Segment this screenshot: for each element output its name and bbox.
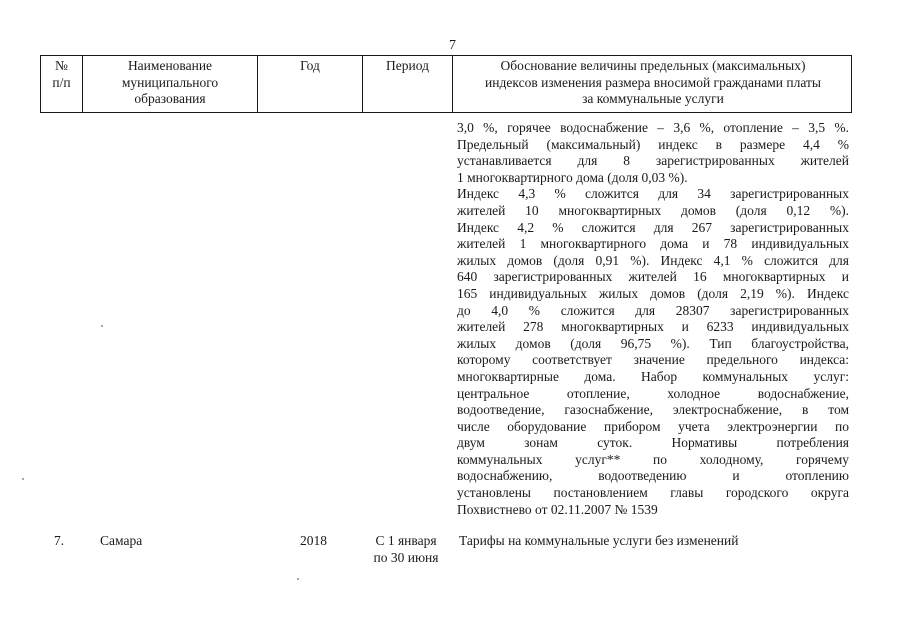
- text-line: жилых домов (доля 96,75 %). Тип благоустройства,: [457, 335, 849, 351]
- tariff-table: [40, 55, 852, 113]
- table-header: [40, 55, 852, 113]
- row-period: [365, 533, 447, 566]
- text-line: двум зонам суток. Нормативы потребления: [457, 435, 849, 451]
- municipality-name: Самара: [100, 533, 143, 548]
- text-line: до 4,0 % сложится для 28307 зарегистрированных: [457, 302, 849, 318]
- header-num: № п/п: [41, 56, 83, 112]
- period-start: С 1 января: [375, 533, 437, 548]
- text-line: 1 многоквартирного дома (доля 0,03 %).: [457, 169, 688, 185]
- row-basis: Тарифы на коммунальные услуги без изменений: [459, 533, 739, 548]
- scan-speck: [22, 478, 24, 480]
- basis-continuation: [457, 120, 849, 518]
- text-line: жителей 10 многоквартирных домов (доля 0,12 %).: [457, 202, 849, 218]
- text-line: центральное отопление, холодное водоснабжение,: [457, 385, 849, 401]
- text-line: коммунальных услуг** по холодному, горячему: [457, 451, 849, 467]
- text-line: 640 зарегистрированных жителей 16 многоквартирных и: [457, 269, 849, 285]
- header-year: Год: [258, 56, 363, 112]
- header-basis: Обоснование величины предельных (максимальных) индексов изменения размера вносимой гражданами платы за коммунальные услуги: [485, 58, 821, 106]
- text-line: которому соответствует значение предельного индекса:: [457, 352, 849, 368]
- text-line: водоотведение, газоснабжение, электроснабжение, в том: [457, 402, 849, 418]
- header-period: Период: [363, 56, 453, 112]
- row-number: 7.: [54, 533, 65, 548]
- text-line: Индекс 4,2 % сложится для 267 зарегистрированных: [457, 219, 849, 235]
- scan-speck: [101, 325, 103, 327]
- text-line: жилых домов (доля 0,91 %). Индекс 4,1 % сложится для: [457, 252, 849, 268]
- header-municipality: Наименование муниципального образования: [83, 56, 258, 112]
- period-end: по 30 июня: [373, 549, 439, 565]
- text-line: Индекс 4,3 % сложится для 34 зарегистрированных: [457, 186, 849, 202]
- text-line: 3,0 %, горячее водоснабжение – 3,6 %, отопление – 3,5 %.: [457, 120, 849, 135]
- text-line: 165 индивидуальных жилых домов (доля 2,19 %). Индекс: [457, 285, 849, 301]
- text-line: установлены постановлением главы городского округа: [457, 485, 849, 501]
- text-line: водоснабжению, водоотведению и отоплению: [457, 468, 849, 484]
- text-line: жителей 278 многоквартирных и 6233 индивидуальных: [457, 319, 849, 335]
- text-line: многоквартирные дома. Набор коммунальных услуг:: [457, 368, 849, 384]
- text-line: устанавливается для 8 зарегистрированных жителей: [457, 153, 849, 169]
- row-year: 2018: [300, 533, 327, 548]
- text-line: Похвистнево от 02.11.2007 № 1539: [457, 501, 658, 517]
- scan-speck: [297, 578, 299, 580]
- text-line: жителей 1 многоквартирного дома и 78 индивидуальных: [457, 236, 849, 252]
- page-number: 7: [449, 38, 456, 53]
- text-line: числе оборудование прибором учета электроэнергии по: [457, 418, 849, 434]
- text-line: Предельный (максимальный) индекс в размере 4,4 %: [457, 136, 849, 152]
